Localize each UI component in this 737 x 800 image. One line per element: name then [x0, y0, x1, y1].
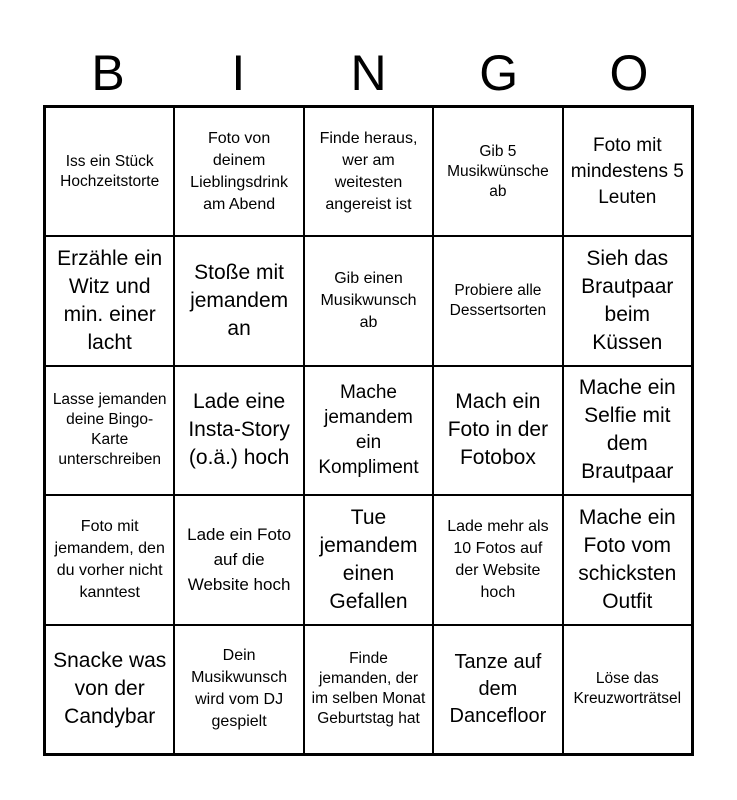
- bingo-cell-text: Mache jemandem ein Kompliment: [318, 382, 419, 479]
- header-letter-g: G: [479, 45, 519, 101]
- bingo-cell-text: Foto mit mindestens 5 Leuten: [570, 134, 684, 208]
- bingo-cell-r5c5[interactable]: [563, 625, 692, 754]
- bingo-cell-text: Mache ein Foto vom schicksten Outfit: [578, 505, 677, 613]
- bingo-cell-text: Löse das Kreuzworträtsel: [573, 670, 682, 708]
- bingo-cell-r3c5[interactable]: [563, 366, 692, 495]
- bingo-cell-r1c4[interactable]: [433, 107, 562, 236]
- header-letter-b: B: [91, 45, 125, 101]
- bingo-cell-text: Snacke was von der Candybar: [53, 649, 167, 729]
- bingo-cell-text: Erzähle ein Witz und min. einer lacht: [57, 247, 163, 355]
- bingo-cell-text: Dein Musikwunsch wird vom DJ gespielt: [191, 647, 288, 731]
- bingo-cell-r5c4[interactable]: [433, 625, 562, 754]
- bingo-cell-text: Sieh das Brautpaar beim Küssen: [581, 247, 674, 355]
- bingo-cell-r3c3[interactable]: [304, 366, 433, 495]
- bingo-cell-text: Finde heraus, wer am weitesten angereist ist: [319, 129, 418, 213]
- bingo-cell-r2c1[interactable]: [45, 236, 174, 365]
- bingo-cell-r4c5[interactable]: [563, 495, 692, 624]
- bingo-cell-text: Foto von deinem Lieblingsdrink am Abend: [190, 129, 289, 213]
- bingo-board: [43, 105, 694, 756]
- bingo-cell-r3c1[interactable]: [45, 366, 174, 495]
- bingo-cell-r3c4[interactable]: [433, 366, 562, 495]
- header-letter-n: N: [350, 45, 387, 101]
- bingo-cell-r5c3[interactable]: [304, 625, 433, 754]
- bingo-cell-text: Tue jemandem einen Gefallen: [319, 505, 418, 613]
- bingo-cell-text: Mache ein Selfie mit dem Brautpaar: [578, 376, 676, 484]
- bingo-cell-r4c1[interactable]: [45, 495, 174, 624]
- bingo-cell-r2c4[interactable]: [433, 236, 562, 365]
- bingo-cell-r1c2[interactable]: [174, 107, 303, 236]
- bingo-cell-text: Gib einen Musikwunsch ab: [320, 270, 417, 332]
- bingo-cell-text: Lade eine Insta-Story (o.ä.) hoch: [188, 390, 290, 470]
- header-letter-o: O: [609, 45, 649, 101]
- bingo-cell-text: Stoße mit jemandem an: [190, 261, 289, 341]
- bingo-cell-text: Foto mit jemandem, den du vorher nicht kanntest: [54, 517, 165, 601]
- bingo-cell-r4c4[interactable]: [433, 495, 562, 624]
- bingo-header: [43, 42, 694, 104]
- bingo-cell-text: Probiere alle Dessertsorten: [449, 282, 547, 320]
- bingo-cell-r2c2[interactable]: [174, 236, 303, 365]
- bingo-cell-r1c3[interactable]: [304, 107, 433, 236]
- bingo-cell-text: Lade mehr als 10 Fotos auf der Website hoch: [447, 517, 549, 601]
- bingo-cell-r5c2[interactable]: [174, 625, 303, 754]
- bingo-cell-text: Mach ein Foto in der Fotobox: [447, 390, 549, 470]
- header-letter-i: I: [231, 45, 246, 101]
- bingo-cell-r2c3[interactable]: [304, 236, 433, 365]
- bingo-cell-text: Gib 5 Musikwünsche ab: [447, 142, 549, 200]
- bingo-cell-r5c1[interactable]: [45, 625, 174, 754]
- bingo-cell-text: Finde jemanden, der im selben Monat Geburtstag hat: [311, 650, 426, 728]
- bingo-cell-r1c5[interactable]: [563, 107, 692, 236]
- bingo-cell-r4c2[interactable]: [174, 495, 303, 624]
- bingo-cell-text: Lade ein Foto auf die Website hoch: [187, 525, 292, 595]
- bingo-cell-text: Lasse jemanden deine Bingo-Karte unterschreiben: [52, 391, 167, 469]
- bingo-cell-r3c2[interactable]: [174, 366, 303, 495]
- bingo-cell-text: Iss ein Stück Hochzeitstorte: [60, 152, 160, 190]
- bingo-cell-r2c5[interactable]: [563, 236, 692, 365]
- bingo-cell-r4c3[interactable]: [304, 495, 433, 624]
- bingo-cell-text: Tanze auf dem Dancefloor: [449, 650, 547, 727]
- bingo-cell-r1c1[interactable]: [45, 107, 174, 236]
